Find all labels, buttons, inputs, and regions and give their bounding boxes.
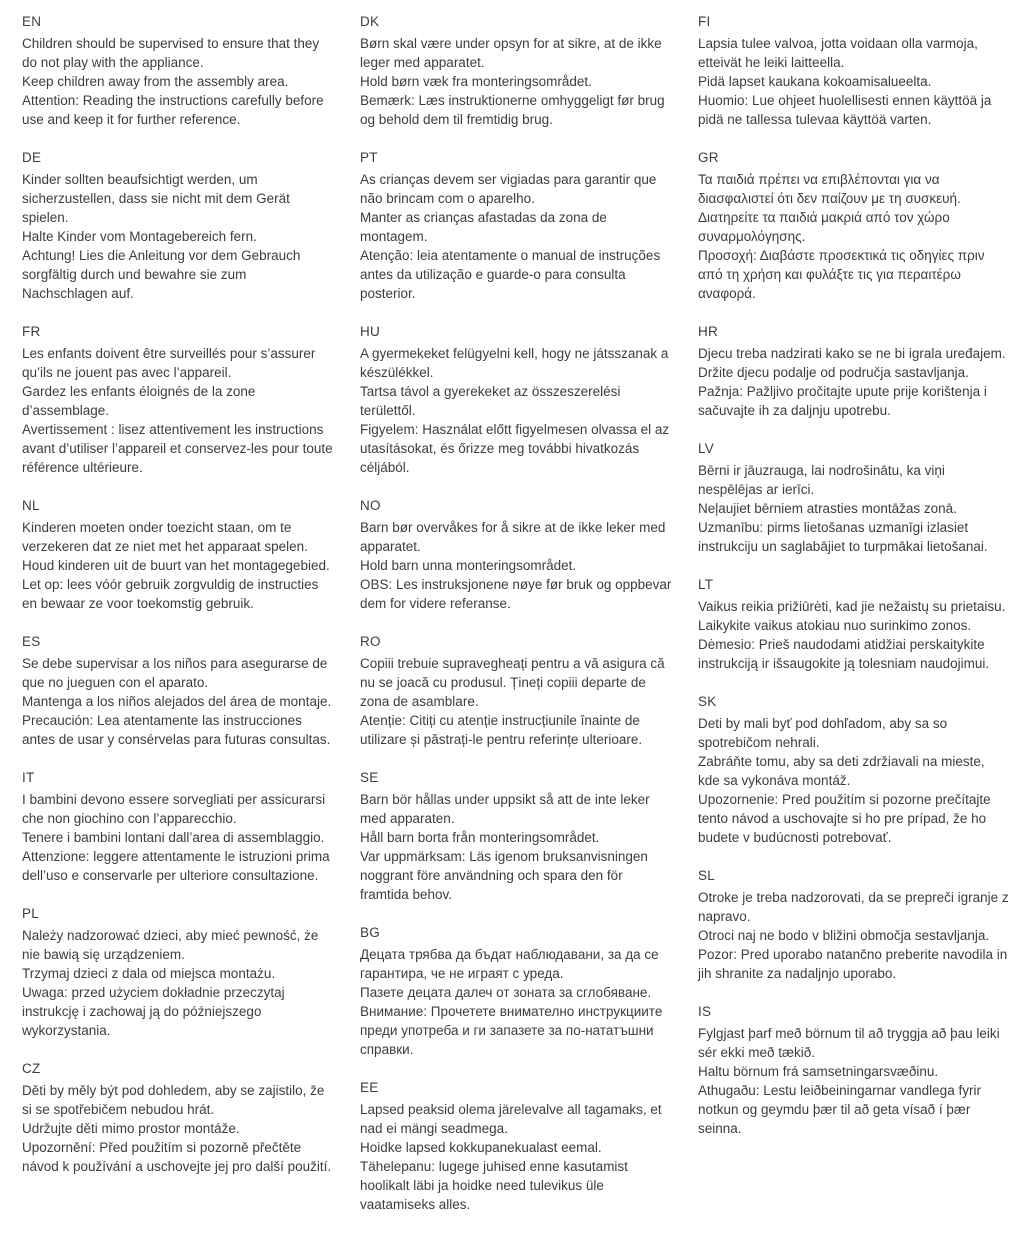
instruction-line: Deti by mali byť pod dohľadom, aby sa so spotrebičom nehrali.	[698, 716, 948, 750]
instruction-line: Otroke je treba nadzorovati, da se prepreči igranje z napravo.	[698, 890, 1009, 924]
instruction-line: Vaikus reikia prižiūrėti, kad jie nežaistų su prietaisu.	[698, 599, 1006, 614]
language-code: NO	[360, 498, 381, 513]
instruction-line: Athugaðu: Lestu leiðbeiningarnar vandlega fyrir notkun og geymdu þær til að geta vísað í þær seinna.	[698, 1083, 981, 1136]
instruction-line: I bambini devono essere sorvegliati per assicurarsi che non giochino con l’apparecchio.	[22, 792, 326, 826]
language-code: LV	[698, 441, 714, 456]
column-1	[22, 12, 334, 1195]
instruction-line: Upozornění: Před použitím si pozorně přečtěte návod k používání a uschovejte jej pro další použití.	[22, 1140, 332, 1174]
language-section-pl	[22, 904, 334, 1040]
instruction-line: Keep children away from the assembly area.	[22, 74, 289, 89]
instruction-line: Hold barn unna monteringsområdet.	[360, 558, 577, 573]
language-section-it	[22, 768, 334, 885]
instruction-line: Hold børn væk fra monteringsområdet.	[360, 74, 592, 89]
language-section-nl	[22, 496, 334, 613]
language-code: SE	[360, 770, 379, 785]
language-section-lt	[698, 575, 1010, 673]
language-code: HR	[698, 324, 718, 339]
instruction-line: Atenție: Citiți cu atenție instrucțiunile înainte de utilizare și păstrați-le pentru referințe ulterioare.	[360, 713, 643, 747]
language-section-sk	[698, 692, 1010, 847]
instruction-line: Zabráňte tomu, aby sa deti zdržiavali na mieste, kde sa vykonáva montáž.	[698, 754, 985, 788]
instruction-line: Kinder sollten beaufsichtigt werden, um sicherzustellen, dass sie nicht mit dem Gerät spielen.	[22, 172, 290, 225]
language-code: CZ	[22, 1061, 41, 1076]
language-section-es	[22, 632, 334, 749]
language-section-ee	[360, 1078, 672, 1214]
instruction-line: Tenere i bambini lontani dall’area di assemblaggio.	[22, 830, 325, 845]
language-section-ro	[360, 632, 672, 749]
language-section-bg	[360, 923, 672, 1059]
language-section-no	[360, 496, 672, 613]
instruction-line: Trzymaj dzieci z dala od miejsca montażu.	[22, 966, 276, 981]
instruction-line: Dėmesio: Prieš naudodami atidžiai perskaitykite instrukciją ir išsaugokite ją tolesniam naudojimui.	[698, 637, 990, 671]
instruction-line: Figyelem: Használat előtt figyelmesen olvassa el az utasításokat, és őrizze meg további hivatkozás céljából.	[360, 422, 670, 475]
language-code: SL	[698, 868, 715, 883]
language-section-cz	[22, 1059, 334, 1176]
instruction-line: Huomio: Lue ohjeet huolellisesti ennen käyttöä ja pidä ne tallessa tulevaa käyttöä varten.	[698, 93, 992, 127]
instruction-line: Pidä lapset kaukana kokoamisalueelta.	[698, 74, 932, 89]
instruction-line: Upozornenie: Pred použitím si pozorne prečítajte tento návod a uschovajte si ho pre prípad, že ho budete v budúcnosti potrebovať.	[698, 792, 991, 845]
column-3	[698, 12, 1010, 1157]
instruction-line: Let op: lees vóór gebruik zorgvuldig de instructies en bewaar ze voor toekomstig gebruik.	[22, 577, 319, 611]
instruction-line: Var uppmärksam: Läs igenom bruksanvisningen noggrant före användning och spara den för framtida behov.	[360, 849, 648, 902]
instruction-line: Gardez les enfants éloignés de la zone d’assemblage.	[22, 384, 256, 418]
instruction-line: Προσοχή: Διαβάστε προσεκτικά τις οδηγίες πριν από τη χρήση και φυλάξτε τις για περαιτέρω αναφορά.	[698, 248, 985, 301]
language-code: NL	[22, 498, 40, 513]
language-code: DE	[22, 150, 42, 165]
instruction-line: Uwaga: przed użyciem dokładnie przeczytaj instrukcję i zachowaj ją do późniejszego wykorzystania.	[22, 985, 285, 1038]
language-code: HU	[360, 324, 380, 339]
language-code: ES	[22, 634, 41, 649]
instruction-line: A gyermekeket felügyelni kell, hogy ne játsszanak a készülékkel.	[360, 346, 669, 380]
column-2	[360, 12, 672, 1233]
instruction-line: Kinderen moeten onder toezicht staan, om te verzekeren dat ze niet met het apparaat spelen.	[22, 520, 308, 554]
language-section-dk	[360, 12, 672, 129]
instruction-line: Lapsed peaksid olema järelevalve all tagamaks, et nad ei mängi seadmega.	[360, 1102, 662, 1136]
instruction-line: Barn bör hållas under uppsikt så att de inte leker med apparaten.	[360, 792, 650, 826]
instruction-line: Haltu börnum frá samsetningarsvæðinu.	[698, 1064, 939, 1079]
language-code: PT	[360, 150, 378, 165]
language-section-de	[22, 148, 334, 303]
instruction-line: OBS: Les instruksjonene nøye før bruk og oppbevar dem for videre referanse.	[360, 577, 672, 611]
instruction-line: Attention: Reading the instructions carefully before use and keep it for further reference.	[22, 93, 324, 127]
instruction-line: Bemærk: Læs instruktionerne omhyggeligt før brug og behold dem til fremtidig brug.	[360, 93, 665, 127]
instruction-line: Attenzione: leggere attentamente le istruzioni prima dell’uso e conservarle per ulteriore consultazione.	[22, 849, 330, 883]
language-section-se	[360, 768, 672, 904]
instruction-line: Należy nadzorować dzieci, aby mieć pewność, że nie bawią się urządzeniem.	[22, 928, 319, 962]
language-code: EN	[22, 14, 42, 29]
instruction-line: Houd kinderen uit de buurt van het montagegebied.	[22, 558, 330, 573]
instruction-line: Håll barn borta från monteringsområdet.	[360, 830, 600, 845]
language-section-lv	[698, 439, 1010, 556]
instruction-line: Tartsa távol a gyerekeket az összeszerelési területtől.	[360, 384, 621, 418]
instruction-line: Se debe supervisar a los niños para asegurarse de que no jueguen con el aparato.	[22, 656, 328, 690]
instruction-line: Children should be supervised to ensure that they do not play with the appliance.	[22, 36, 320, 70]
language-section-gr	[698, 148, 1010, 303]
instruction-line: Achtung! Lies die Anleitung vor dem Gebrauch sorgfältig durch und bewahre sie zum Nachschlagen auf.	[22, 248, 301, 301]
instruction-line: Tähelepanu: lugege juhised enne kasutamist hoolikalt läbi ja hoidke need tulevikus üle vaatamiseks alles.	[360, 1159, 628, 1212]
language-code: IT	[22, 770, 35, 785]
language-code: BG	[360, 925, 380, 940]
instruction-line: Bērni ir jāuzrauga, lai nodrošinātu, ka viņi nespēlējas ar ierīci.	[698, 463, 945, 497]
instruction-line: As crianças devem ser vigiadas para garantir que não brincam com o aparelho.	[360, 172, 657, 206]
language-section-hr	[698, 322, 1010, 420]
instruction-line: Děti by měly být pod dohledem, aby se zajistilo, že si se spotřebičem nebudou hrát.	[22, 1083, 325, 1117]
instruction-line: Copiii trebuie supravegheați pentru a vă asigura că nu se joacă cu produsul. Țineți copiii departe de zona de asamblare.	[360, 656, 665, 709]
instruction-line: Uzmanību: pirms lietošanas uzmanīgi izlasiet instrukciju un saglabājiet to turpmākai lietošanai.	[698, 520, 988, 554]
instruction-line: Manter as crianças afastadas da zona de montagem.	[360, 210, 607, 244]
instruction-line: Atenção: leia atentamente o manual de instruções antes da utilização e guarde-o para consulta posterior.	[360, 248, 661, 301]
language-code: LT	[698, 577, 714, 592]
language-section-fr	[22, 322, 334, 477]
language-code: EE	[360, 1080, 379, 1095]
language-section-sl	[698, 866, 1010, 983]
instruction-line: Pažnja: Pažljivo pročitajte upute prije korištenja i sačuvajte ih za daljnju upotrebu.	[698, 384, 987, 418]
instruction-line: Laikykite vaikus atokiau nuo surinkimo zonos.	[698, 618, 972, 633]
instruction-line: Otroci naj ne bodo v bližini območja sestavljanja.	[698, 928, 990, 943]
language-code: IS	[698, 1004, 712, 1019]
instruction-line: Децата трябва да бъдат наблюдавани, за да се гарантира, че не играят с уреда.	[360, 947, 659, 981]
instruction-line: Lapsia tulee valvoa, jotta voidaan olla varmoja, etteivät he leiki laitteella.	[698, 36, 978, 70]
language-section-is	[698, 1002, 1010, 1138]
instruction-line: Avertissement : lisez attentivement les instructions avant d’utiliser l’appareil et conservez-les pour toute référence ultérieure.	[22, 422, 333, 475]
language-code: GR	[698, 150, 719, 165]
language-section-hu	[360, 322, 672, 477]
instruction-line: Udržujte děti mimo prostor montáže.	[22, 1121, 240, 1136]
instruction-line: Djecu treba nadzirati kako se ne bi igrala uređajem.	[698, 346, 1006, 361]
language-code: FI	[698, 14, 711, 29]
instruction-line: Fylgjast þarf með börnum til að tryggja að þau leiki sér ekki með tækið.	[698, 1026, 1000, 1060]
instruction-line: Διατηρείτε τα παιδιά μακριά από τον χώρο συναρμολόγησης.	[698, 210, 950, 244]
language-code: RO	[360, 634, 381, 649]
instruction-line: Внимание: Прочетете внимателно инструкциите преди употреба и ги запазете за по-нататъшни справки.	[360, 1004, 663, 1057]
instruction-line: Τα παιδιά πρέπει να επιβλέπονται για να διασφαλιστεί ότι δεν παίζουν με τη συσκευή.	[698, 172, 961, 206]
language-section-fi	[698, 12, 1010, 129]
language-section-en	[22, 12, 334, 129]
instruction-line: Precaución: Lea atentamente las instrucciones antes de usar y consérvelas para futuras consultas.	[22, 713, 331, 747]
instruction-line: Neļaujiet bērniem atrasties montāžas zonā.	[698, 501, 957, 516]
language-code: FR	[22, 324, 41, 339]
instruction-line: Hoidke lapsed kokkupanekualast eemal.	[360, 1140, 602, 1155]
instruction-line: Barn bør overvåkes for å sikre at de ikke leker med apparatet.	[360, 520, 666, 554]
language-code: SK	[698, 694, 717, 709]
instruction-line: Pozor: Pred uporabo natančno preberite navodila in jih shranite za nadaljnjo uporabo.	[698, 947, 1008, 981]
instruction-line: Пазете децата далеч от зоната за сглобяване.	[360, 985, 652, 1000]
instruction-line: Halte Kinder vom Montagebereich fern.	[22, 229, 257, 244]
instruction-line: Mantenga a los niños alejados del área de montaje.	[22, 694, 332, 709]
instruction-line: Børn skal være under opsyn for at sikre, at de ikke leger med apparatet.	[360, 36, 662, 70]
language-section-pt	[360, 148, 672, 303]
instruction-line: Les enfants doivent être surveillés pour s’assurer qu’ils ne jouent pas avec l’appareil.	[22, 346, 316, 380]
language-code: PL	[22, 906, 39, 921]
language-code: DK	[360, 14, 380, 29]
instruction-line: Držite djecu podalje od područja sastavljanja.	[698, 365, 969, 380]
